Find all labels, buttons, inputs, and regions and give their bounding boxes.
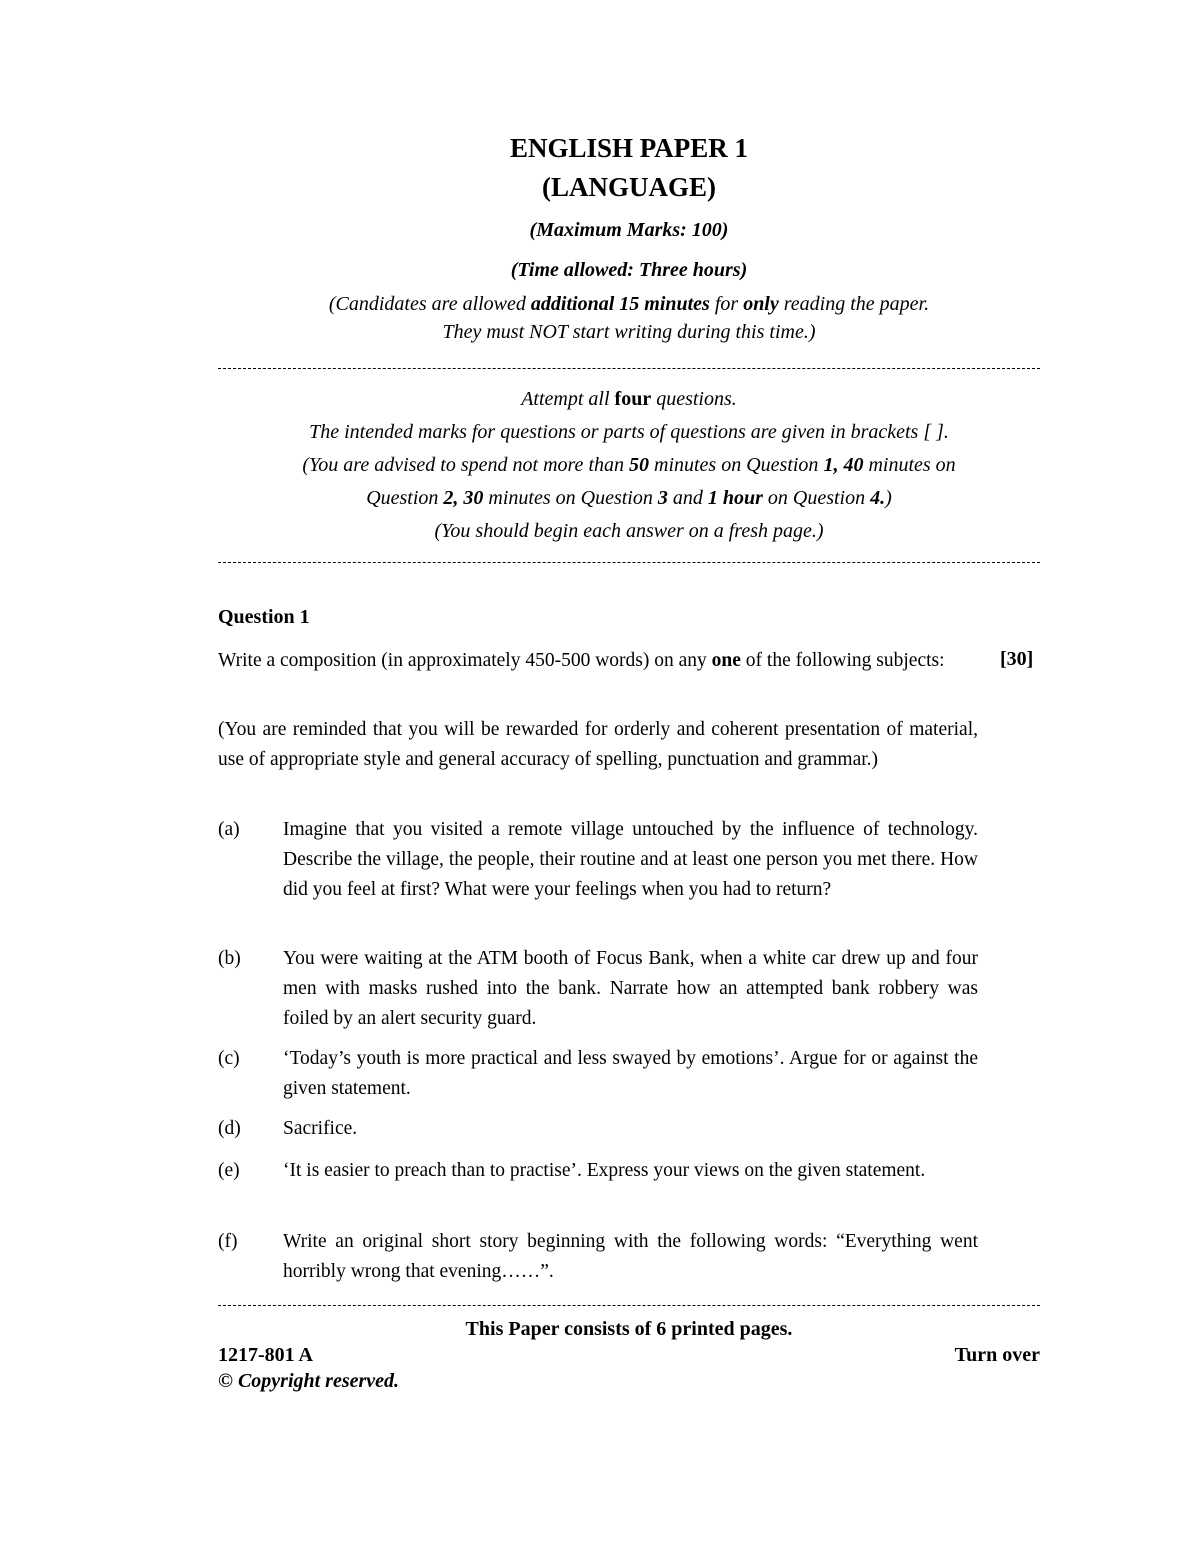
max-marks: (Maximum Marks: 100)	[529, 219, 729, 241]
divider	[218, 1305, 1040, 1306]
option-label: (d)	[218, 1118, 241, 1139]
option-text: You were waiting at the ATM booth of Focus Bank, when a white car drew up and four men with masks rushed into the bank. Narrate how an attempted bank robbery was foiled by an alert security guard.	[283, 948, 978, 1029]
option-text: Sacrifice.	[283, 1118, 358, 1139]
copyright: © Copyright reserved.	[218, 1370, 400, 1392]
turn-over: Turn over	[954, 1344, 1040, 1366]
pages-note: This Paper consists of 6 printed pages.	[465, 1318, 793, 1340]
paper-subtitle: (LANGUAGE)	[542, 172, 716, 202]
question-heading: Question 1	[218, 606, 310, 628]
option-text: Imagine that you visited a remote village untouched by the influence of technology. Describe the village, the people, their routine and at least one person you met there. How did you feel at first? What were your feelings when you had to return?	[283, 819, 978, 900]
option-label: (f)	[218, 1231, 238, 1252]
time-allowed: (Time allowed: Three hours)	[510, 259, 748, 281]
question-prompt: Write a composition (in approximately 450-500 words) on any one of the following subjects:	[218, 650, 945, 671]
reminder-note: (You are reminded that you will be rewarded for orderly and coherent presentation of material, use of appropriate style and general accuracy of spelling, punctuation and grammar.)	[218, 719, 978, 770]
time-advice-line2: Question 2, 30 minutes on Question 3 and 1 hour on Question 4.)	[366, 487, 892, 509]
option-text: ‘It is easier to preach than to practise’. Express your views on the given statement.	[283, 1160, 926, 1181]
divider	[218, 562, 1040, 563]
reading-note-line2: They must NOT start writing during this time.)	[442, 321, 816, 343]
paper-title: ENGLISH PAPER 1	[509, 133, 749, 163]
intended-marks-note: The intended marks for questions or parts of questions are given in brackets [ ].	[309, 421, 949, 443]
time-advice-line1: (You are advised to spend not more than 50 minutes on Question 1, 40 minutes on	[302, 454, 956, 476]
question-marks: [30]	[1000, 648, 1034, 670]
option-text: Write an original short story beginning with the following words: “Everything went horribly wrong that evening……”.	[283, 1231, 978, 1282]
option-label: (c)	[218, 1048, 240, 1069]
option-label: (a)	[218, 819, 240, 840]
option-label: (e)	[218, 1160, 240, 1181]
attempt-instruction: Attempt all four questions.	[521, 388, 737, 410]
fresh-page-note: (You should begin each answer on a fresh page.)	[434, 520, 824, 542]
paper-code: 1217-801 A	[218, 1344, 313, 1366]
option-label: (b)	[218, 948, 241, 969]
option-text: ‘Today’s youth is more practical and less swayed by emotions’. Argue for or against the given statement.	[283, 1048, 978, 1099]
divider	[218, 368, 1040, 369]
reading-note: (Candidates are allowed additional 15 minutes for only reading the paper.	[328, 293, 930, 315]
